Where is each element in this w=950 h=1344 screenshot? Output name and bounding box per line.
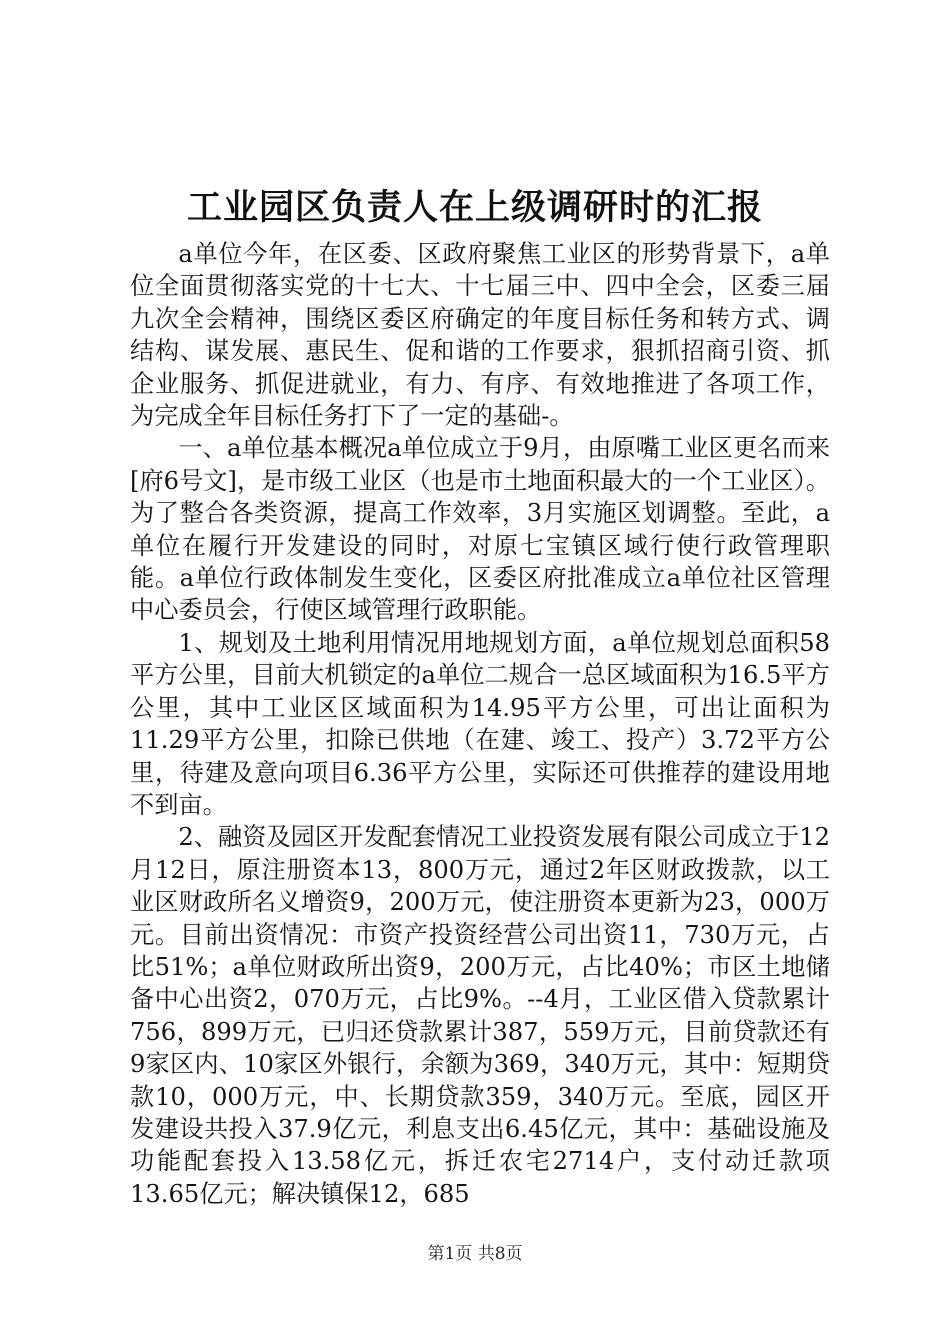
paragraph-land-planning: 1、规划及土地利用情况用地规划方面，a单位规划总面积58平方公里，目前大机锁定的a单位二规合一总区域面积为16.5平方公里，其中工业区区域面积为14.95平方公里，可出让面积为11.29平方公里，扣除已供地（在建、竣工、投产）3.72平方公里，待建及意向项目6.36平方公里，实际还可供推荐的建设用地不到亩。: [130, 628, 830, 819]
paragraph-overview: 一、a单位基本概况a单位成立于9月，由原嘴工业区更名而来[府6号文]，是市级工业区（也是市土地面积最大的一个工业区）。为了整合各类资源，提高工作效率，3月实施区划调整。至此，a单位在履行开发建设的同时，对原七宝镇区域行使行政管理职能。a单位行政体制发生变化，区委区府批准成立a单位社区管理中心委员会，行使区域管理行政职能。: [130, 434, 830, 625]
document-title: 工业园区负责人在上级调研时的汇报: [186, 187, 763, 228]
paragraph-financing: 2、融资及园区开发配套情况工业投资发展有限公司成立于12月12日，原注册资本13，800万元，通过2年区财政拨款，以工业区财政所名义增资9，200万元，使注册资本更新为23，000万元。目前出资情况：市资产投资经营公司出资11，730万元，占比51%；a单位财政所出资9，200万元，占比40%；市区土地储备中心出资2，070万元，占比9%。--4月，工业区借入贷款累计756，899万元，已归还贷款累计387，559万元，目前贷款还有9家区内、10家区外银行，余额为369，340万元，其中：短期贷款10，000万元，中、长期贷款359，340万元。至底，园区开发建设共投入37.9亿元，利息支出6.45亿元，其中：基础设施及功能配套投入13.58亿元，拆迁农宅2714户，支付动迁款项13.65亿元；解决镇保12，685: [130, 823, 830, 1208]
paragraph-intro: a单位今年，在区委、区政府聚焦工业区的形势背景下，a单位全面贯彻落实党的十七大、十七届三中、四中全会，区委三届九次全会精神，围绕区委区府确定的年度目标任务和转方式、调结构、谋发展、惠民生、促和谐的工作要求，狠抓招商引资、抓企业服务、抓促进就业，有力、有序、有效地推进了各项工作，为完成全年目标任务打下了一定的基础-。: [130, 240, 830, 431]
document-body: [130, 238, 830, 1210]
page-number-footer: 第1页 共8页: [427, 1244, 523, 1264]
